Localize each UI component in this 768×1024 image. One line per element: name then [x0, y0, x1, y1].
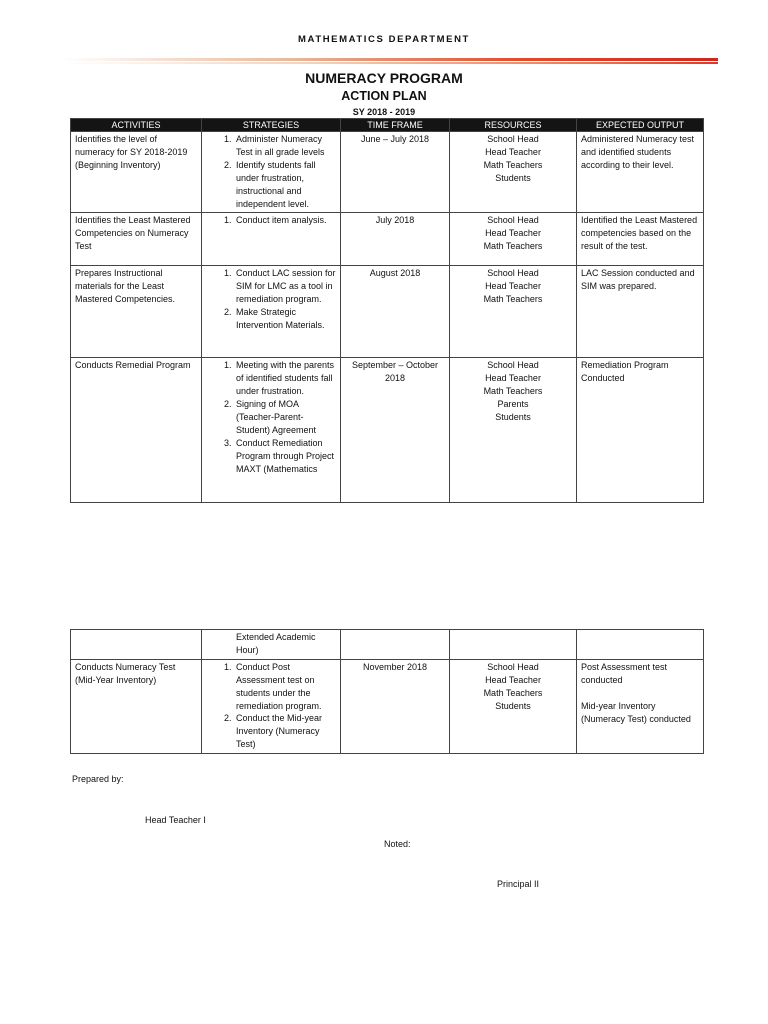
resources-cell — [450, 659, 577, 753]
document-title: NUMERACY PROGRAM — [305, 70, 463, 86]
strategy-list — [206, 267, 336, 332]
head-teacher-signatory: Head Teacher I — [145, 815, 206, 825]
resource-item: Head Teacher — [485, 373, 541, 384]
header-rule — [62, 58, 718, 61]
time-frame-cell: July 2018 — [341, 213, 450, 266]
department-header: MATHEMATICS DEPARTMENT — [298, 34, 470, 45]
strategy-item: 2. Conduct the Mid-year Inventory (Numeracy Test) — [234, 712, 336, 751]
activity-cell — [71, 630, 202, 660]
strategy-list — [206, 214, 336, 227]
column-header: TIME FRAME — [341, 119, 450, 132]
activity-cell: Conducts Numeracy Test (Mid-Year Inventory) — [71, 659, 202, 753]
column-header: EXPECTED OUTPUT — [577, 119, 704, 132]
time-frame-cell: June – July 2018 — [341, 132, 450, 213]
expected-output-cell: Remediation Program Conducted — [577, 358, 704, 503]
strategy-item: 1. Conduct Post Assessment test on students under the remediation program. — [234, 661, 336, 713]
strategies-cell — [202, 213, 341, 266]
resource-item: Head Teacher — [485, 674, 541, 685]
activity-cell: Prepares Instructional materials for the Least Mastered Competencies. — [71, 266, 202, 358]
strategy-item: 1. Administer Numeracy Test in all grade levels — [234, 133, 336, 159]
resource-item: School Head — [487, 134, 539, 144]
activity-cell: Identifies the Least Mastered Competencies on Numeracy Test — [71, 213, 202, 266]
expected-output-item: Post Assessment test conducted — [581, 661, 668, 685]
expected-output-cell — [577, 630, 704, 660]
table-row — [71, 132, 704, 213]
noted-label: Noted: — [384, 839, 411, 849]
strategies-cell — [202, 132, 341, 213]
resource-item: Students — [495, 700, 531, 711]
resource-item: Head Teacher — [485, 146, 541, 157]
school-year: SY 2018 - 2019 — [352, 107, 416, 117]
resource-item: School Head — [487, 661, 539, 672]
resource-item: Math Teachers — [483, 294, 543, 305]
strategy-list — [206, 661, 336, 751]
strategy-item: 1. Conduct item analysis. — [234, 214, 336, 227]
resource-item: School Head — [487, 215, 539, 226]
activity-cell: Conducts Remedial Program — [71, 358, 202, 503]
table-header-row — [71, 119, 704, 132]
prepared-by-label: Prepared by: — [72, 774, 124, 784]
time-frame-cell: September – October 2018 — [341, 358, 450, 503]
strategies-cell — [202, 659, 341, 753]
activity-cell: Identifies the level of numeracy for SY 2018-2019 (Beginning Inventory) — [71, 132, 202, 213]
time-frame-cell: August 2018 — [341, 266, 450, 358]
strategy-item: 3. Conduct Remediation Program through Project MAXT (Mathematics — [234, 437, 336, 476]
resource-item: Math Teachers — [483, 159, 543, 170]
expected-output-cell: Identified the Least Mastered competencies based on the result of the test. — [577, 213, 704, 266]
strategy-continuation: Extended Academic Hour) — [236, 632, 316, 655]
expected-output-cell: LAC Session conducted and SIM was prepared. — [577, 266, 704, 358]
resource-item: Students — [495, 172, 531, 183]
resource-item: School Head — [487, 268, 539, 279]
time-frame-cell: November 2018 — [341, 659, 450, 753]
resources-cell — [450, 630, 577, 660]
resource-item: Head Teacher — [485, 281, 541, 292]
resources-cell — [450, 358, 577, 503]
strategy-item: 2. Make Strategic Intervention Materials. — [234, 306, 336, 332]
resources-cell — [450, 213, 577, 266]
resource-item: Math Teachers — [483, 687, 543, 698]
strategy-item: 2. Identify students fall under frustration, instructional and independent level. — [234, 159, 336, 211]
resource-item: Head Teacher — [485, 228, 541, 239]
resource-item: School Head — [487, 360, 539, 371]
strategy-item: 1. Conduct LAC session for SIM for LMC as a tool in remediation program. — [234, 267, 336, 306]
action-plan-table-continued — [70, 629, 704, 754]
resources-cell — [450, 266, 577, 358]
action-plan-table — [70, 118, 704, 503]
strategies-cell — [202, 630, 341, 660]
strategies-cell — [202, 358, 341, 503]
time-frame-cell — [341, 630, 450, 660]
table-row — [71, 358, 704, 503]
expected-output-cell: Administered Numeracy test and identified students according to their level. — [577, 132, 704, 213]
table-row — [71, 659, 704, 753]
table-row — [71, 213, 704, 266]
strategies-cell — [202, 266, 341, 358]
strategy-item: 2. Signing of MOA (Teacher-Parent-Student) Agreement — [234, 398, 336, 437]
expected-output-cell — [577, 659, 704, 753]
column-header: STRATEGIES — [202, 119, 341, 132]
resources-cell — [450, 132, 577, 213]
strategy-item: 1. Meeting with the parents of identified students fall under frustration. — [234, 359, 336, 398]
resource-item: Parents — [497, 399, 529, 410]
principal-signatory: Principal II — [497, 879, 540, 889]
expected-output-item: Mid-year Inventory (Numeracy Test) conducted — [581, 700, 691, 724]
table-row-continuation — [71, 630, 704, 660]
strategy-list — [206, 359, 336, 475]
resource-item: Math Teachers — [483, 241, 543, 252]
strategy-list — [206, 133, 336, 210]
table-row — [71, 266, 704, 358]
column-header: RESOURCES — [450, 119, 577, 132]
header-rule-secondary — [62, 62, 718, 64]
column-header: ACTIVITIES — [71, 119, 202, 132]
document-subtitle: ACTION PLAN — [341, 89, 427, 103]
resource-item: Students — [495, 412, 531, 423]
resource-item: Math Teachers — [483, 386, 543, 397]
